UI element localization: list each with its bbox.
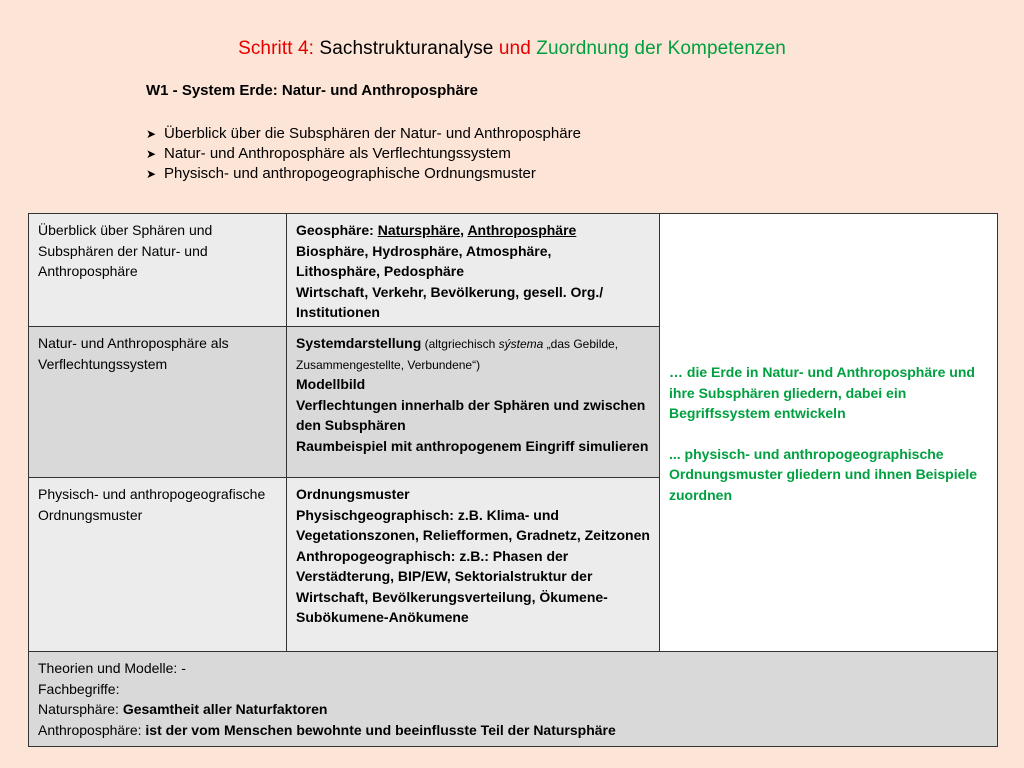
row3-content: Ordnungsmuster Physischgeographisch: z.B. Klima- und Vegetationszonen, Reliefformen, Gradnetz, Zeitzonen Anthropogeographisch: z.B.: Phasen der Verstädterung, BIP/EW, Sektorialstruktur der Wirtschaft, Bevölkerungsverteilung, Ökumene-Subökumene-Anökumene <box>287 478 660 652</box>
row1-topic: Überblick über Sphären und Subsphären der Natur- und Anthroposphäre <box>29 214 287 327</box>
table-row <box>29 652 998 747</box>
subtitle: W1 - System Erde: Natur- und Anthroposphäre <box>146 82 478 99</box>
arrow-bullet-icon: ➤ <box>146 147 157 161</box>
arrow-bullet-icon: ➤ <box>146 167 157 181</box>
bullet-item: ➤ Physisch- und anthropogeographische Ordnungsmuster <box>146 165 536 182</box>
competence-2: ... physisch- und anthropogeographische Ordnungsmuster gliedern und ihnen Beispiele zuordnen <box>669 445 978 503</box>
row2-content: Systemdarstellung (altgriechisch sýstema „das Gebilde, Zusammengestellte, Verbundene“) Modellbild Verflechtungen innerhalb der Sphären und zwischen den Subsphären Raumbeispiel mit anthropogenem Eingriff simulieren <box>287 327 660 478</box>
terms-cell: Theorien und Modelle: - Fachbegriffe: Natursphäre: Gesamtheit aller Naturfaktoren Anthroposphäre: ist der vom Menschen bewohnte und beeinflusste Teil der Natursphäre <box>29 652 998 747</box>
arrow-bullet-icon: ➤ <box>146 127 157 141</box>
bullet-list <box>146 124 581 184</box>
competence-1: … die Erde in Natur- und Anthroposphäre und ihre Subsphären gliedern, dabei ein Begriffssystem entwickeln <box>669 364 975 421</box>
table-row <box>29 214 998 327</box>
title-step: Schritt 4: <box>238 38 315 59</box>
page-title <box>0 38 1024 60</box>
competences-cell <box>660 214 998 652</box>
title-part2: Zuordnung der Kompetenzen <box>530 38 786 59</box>
row2-topic: Natur- und Anthroposphäre als Verflechtungssystem <box>29 327 287 478</box>
row1-content: Geosphäre: Natursphäre, Anthroposphäre Biosphäre, Hydrosphäre, Atmosphäre, Lithosphäre, Pedosphäre Wirtschaft, Verkehr, Bevölkerung, gesell. Org./ Institutionen <box>287 214 660 327</box>
title-part1: Sachstrukturanalyse <box>314 38 499 59</box>
row3-topic: Physisch- und anthropogeografische Ordnungsmuster <box>29 478 287 652</box>
bullet-item: ➤ Überblick über die Subsphären der Natur- und Anthroposphäre <box>146 125 581 142</box>
title-und: und <box>498 38 531 59</box>
bullet-item: ➤ Natur- und Anthroposphäre als Verflechtungssystem <box>146 145 511 162</box>
analysis-table <box>28 213 998 747</box>
